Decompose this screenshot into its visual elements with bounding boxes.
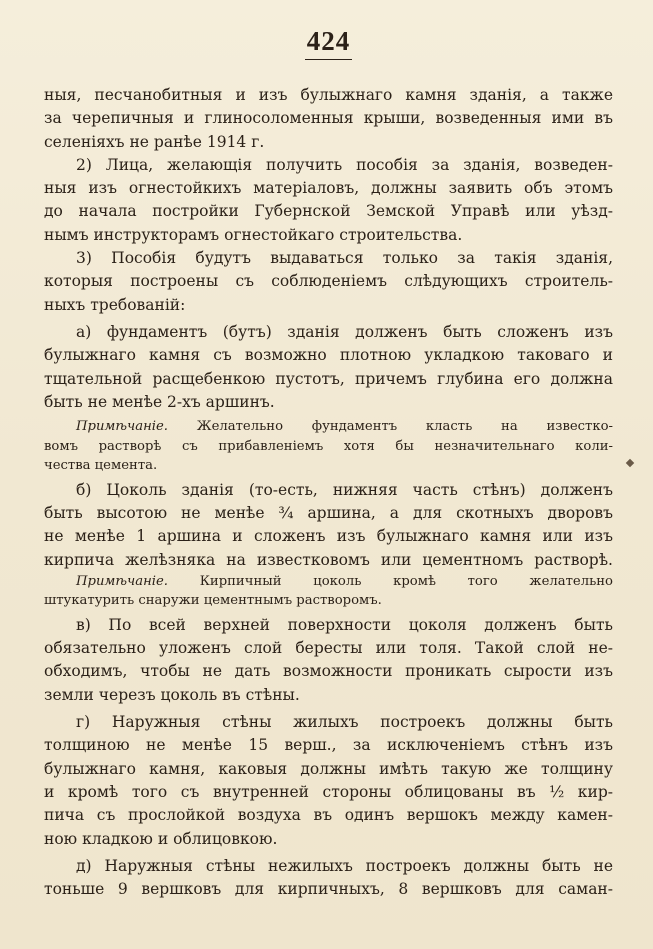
text-line: булыжнаго камня, каковыя должны имѣть такую же толщину (44, 759, 613, 778)
text-line: толщиною не менѣе 15 верш., за исключеніемъ стѣнъ изъ (44, 736, 613, 755)
text-line: в) По всей верхней поверхности цоколя долженъ быть (76, 615, 613, 634)
text-line: земли черезъ цоколь въ стѣны. (44, 685, 300, 704)
note-line (44, 417, 613, 437)
note-label: Примѣчаніе. (76, 419, 168, 435)
text-line: быть высотою не менѣе ¾ аршина, а для скотныхъ дворовъ (44, 503, 613, 522)
text-line: которыя построены съ соблюденіемъ слѣдующихъ строитель- (44, 272, 613, 291)
text-line: пича съ прослойкой воздуха въ одинъ вершокъ между камен- (44, 806, 613, 825)
text-line: нымъ инструкторамъ огнестойкаго строительства. (44, 225, 463, 244)
text-line: быть не менѣе 2-хъ аршинъ. (44, 392, 275, 411)
text-line: 2) Лица, желающія получить пособія за зданія, возведен- (76, 155, 613, 174)
text-line: б) Цоколь зданія (то-есть, нижняя часть стѣнъ) долженъ (76, 480, 613, 499)
margin-mark (626, 459, 634, 467)
text-line: и кромѣ того съ внутренней стороны облицованы въ ½ кир- (44, 782, 613, 801)
text-line: ныхъ требованій: (44, 295, 186, 314)
note-line: вомъ растворѣ съ прибавленіемъ хотя бы незначительнаго коли- (44, 438, 613, 454)
text-line: ныя, песчанобитныя и изъ булыжнаго камня зданія, а также (44, 86, 613, 104)
text-line: ною кладкою и облицовкою. (44, 829, 278, 848)
text-line: тоньше 9 вершковъ для кирпичныхъ, 8 вершковъ для саман- (44, 880, 613, 899)
text-line: селеніяхъ не ранѣе 1914 г. (44, 132, 265, 151)
note-text: Желательно фундаментъ класть на известко- (196, 419, 613, 435)
note-line (44, 572, 613, 592)
text-line: до начала постройки Губернской Земской Управѣ или уѣзд- (44, 202, 613, 221)
note-text: Кирпичный цоколь кромѣ того желательно (199, 573, 613, 589)
text-line: а) фундаментъ (бутъ) зданія долженъ быть сложенъ изъ (76, 322, 613, 341)
text-line: д) Наружныя стѣны нежилыхъ построекъ должны быть не (76, 856, 613, 875)
text-line: тщательной расщебенкою пустотъ, причемъ глубина его должна (44, 369, 613, 388)
text-line: обходимъ, чтобы не дать возможности проникать сырости изъ (44, 662, 613, 681)
text-line: за черепичныя и глиносоломенныя крыши, возведенныя ими въ (44, 109, 613, 128)
page-number (44, 24, 613, 60)
text-line: обязательно уложенъ слой бересты или толя. Такой слой не- (44, 639, 613, 658)
page-text (44, 84, 613, 901)
text-line: не менѣе 1 аршина и сложенъ изъ булыжнаго камня или изъ (44, 527, 613, 546)
note-line: штукатурить снаружи цементнымъ растворомъ. (44, 593, 382, 609)
text-line: 3) Пособія будутъ выдаваться только за такія зданія, (76, 249, 613, 268)
text-line: булыжнаго камня съ возможно плотною укладкою таковаго и (44, 346, 613, 365)
text-line: кирпича желѣзняка на известковомъ или цементномъ растворѣ. (44, 550, 613, 569)
text-line: г) Наружныя стѣны жилыхъ построекъ должны быть (76, 713, 613, 732)
note-line: чества цемента. (44, 458, 158, 474)
note-label: Примѣчаніе. (76, 573, 168, 589)
page-number-text: 424 (305, 24, 353, 60)
text-line: ныя изъ огнестойкихъ матеріаловъ, должны заявить объ этомъ (44, 179, 613, 198)
